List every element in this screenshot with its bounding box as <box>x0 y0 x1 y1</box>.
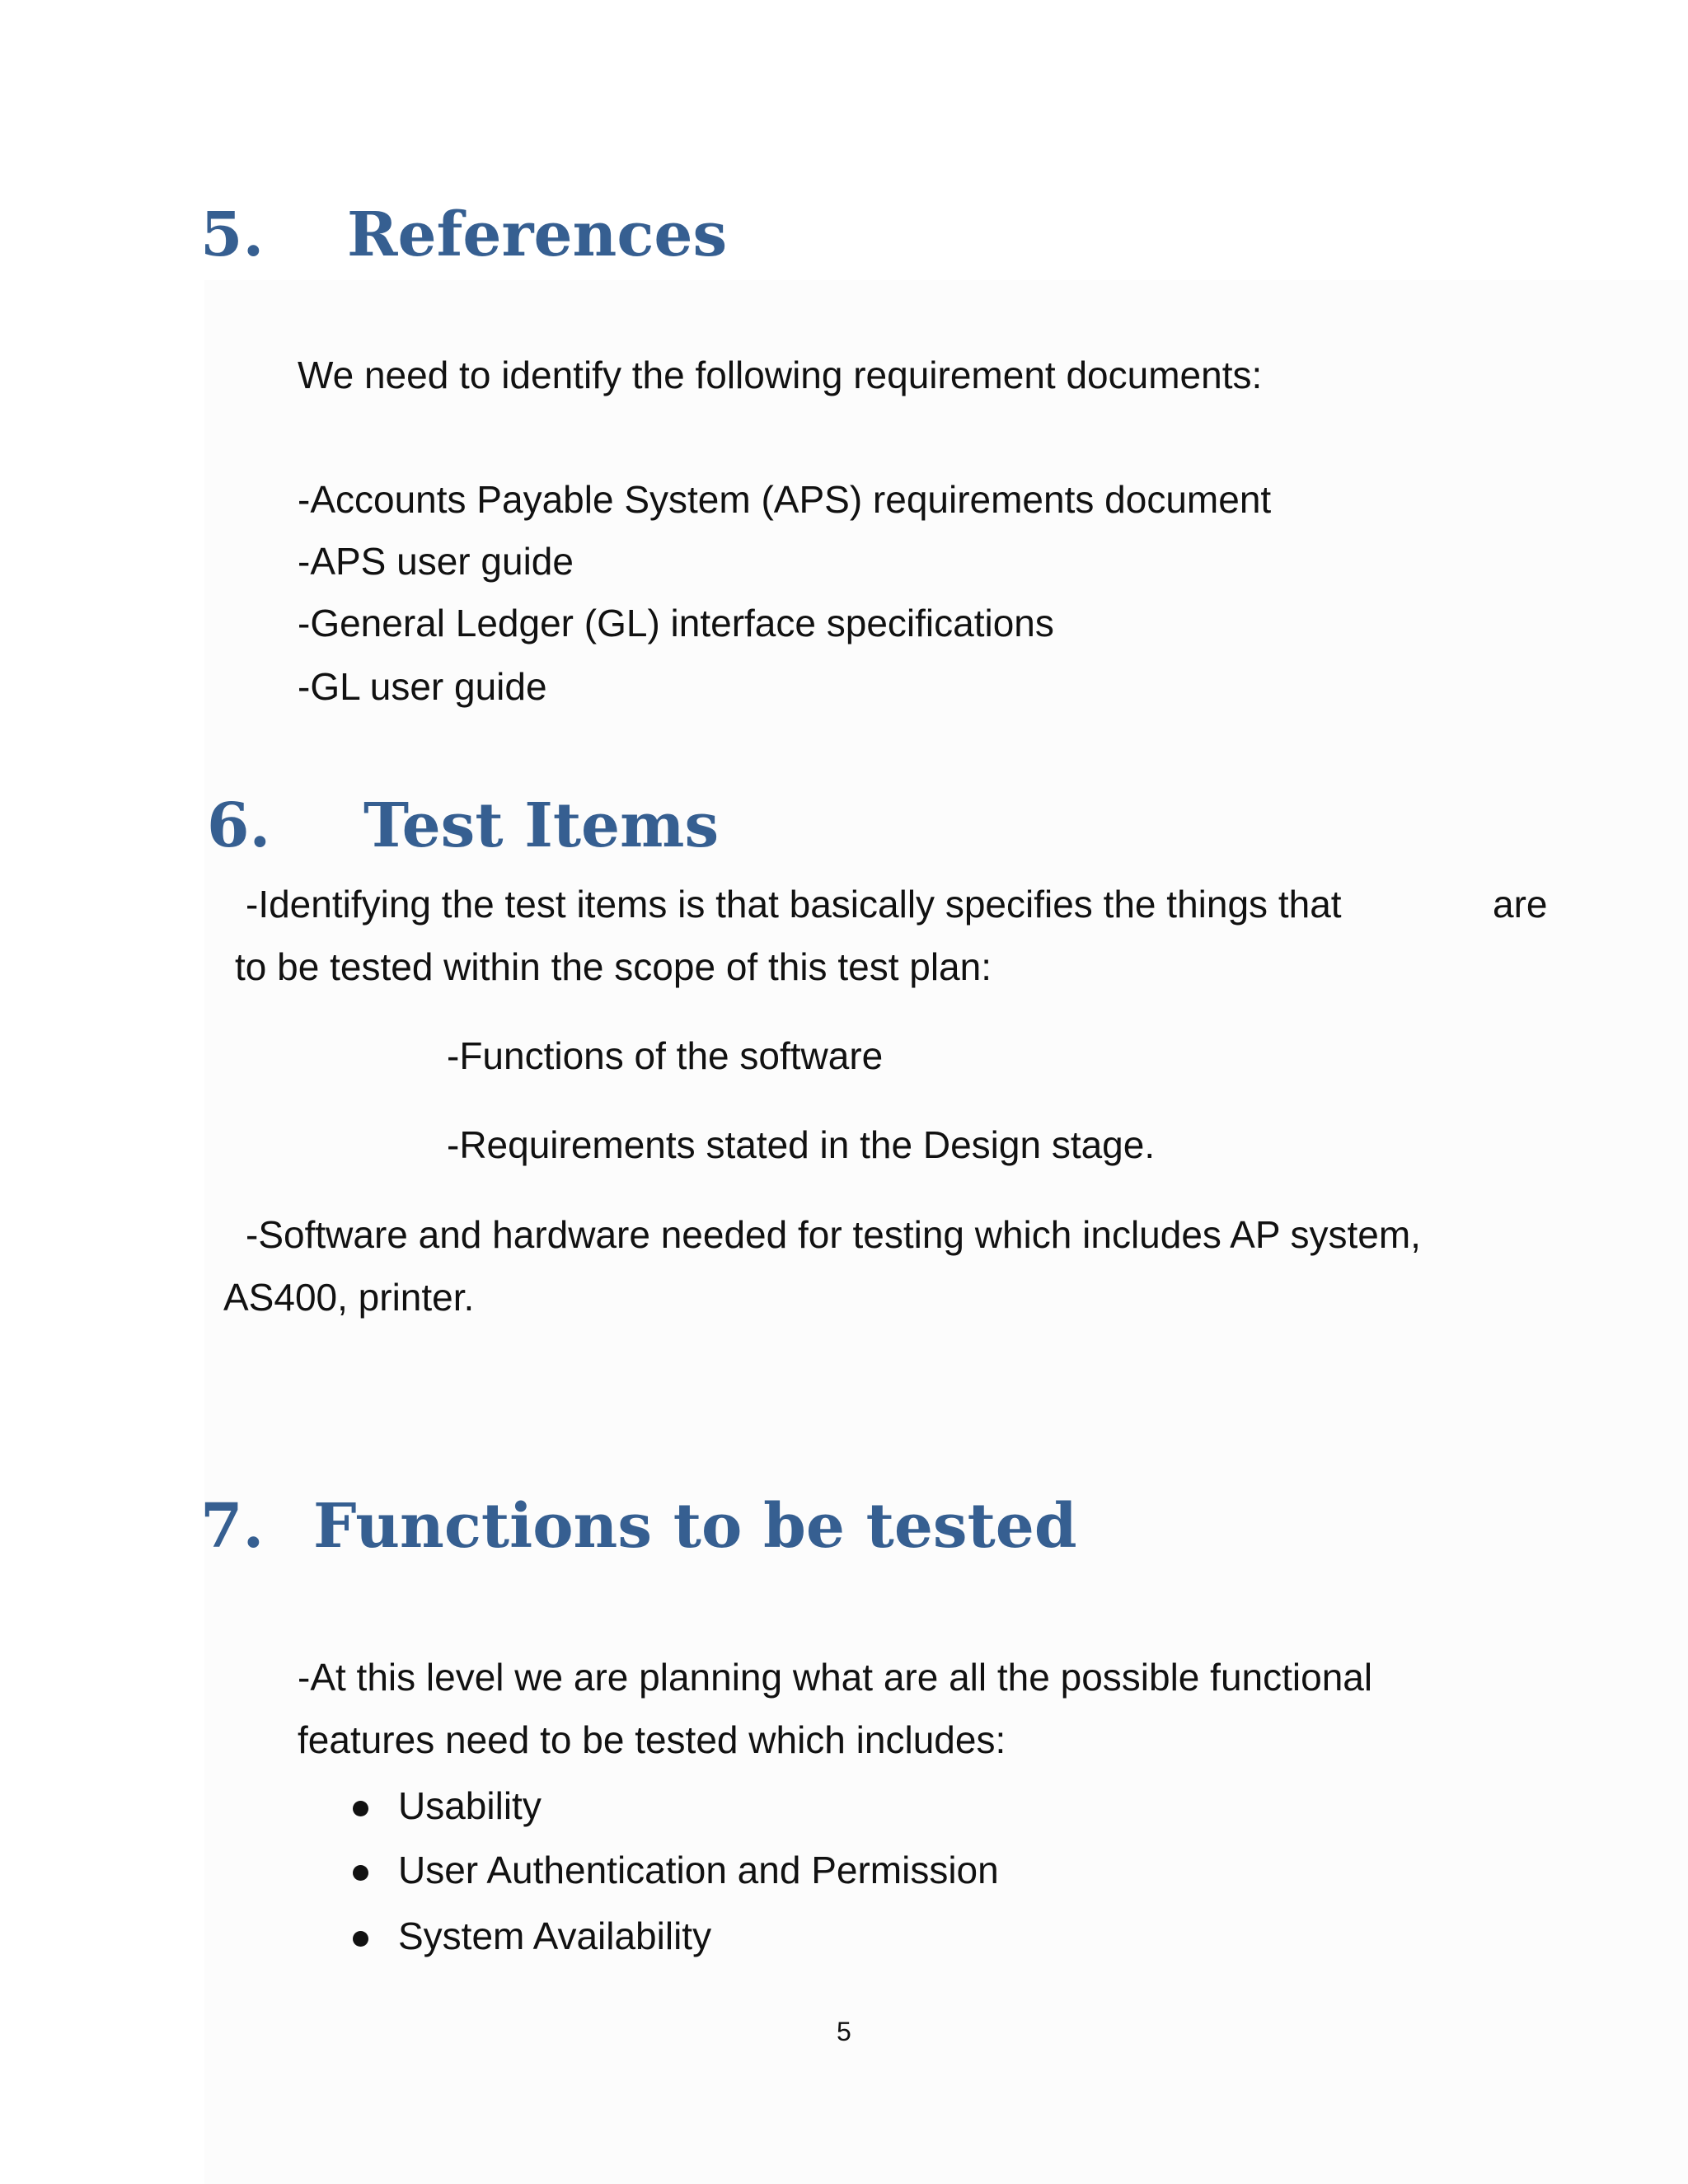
bullet-item: System Availability <box>398 1915 712 1957</box>
bullet-item: Usability <box>398 1784 542 1827</box>
references-intro: We need to identify the following requirement documents: <box>298 354 1263 396</box>
section-6-number: 6. <box>207 790 271 861</box>
section-5-title: References <box>347 199 728 270</box>
bullet-icon <box>353 1801 368 1816</box>
test-item: -Requirements stated in the Design stage. <box>447 1123 1156 1166</box>
test-items-paragraph-line: AS400, printer. <box>223 1276 475 1319</box>
section-7-title: Functions to be tested <box>313 1491 1077 1562</box>
test-items-paragraph-line: -Software and hardware needed for testing which includes AP system, <box>246 1213 1421 1256</box>
functions-paragraph-line: features need to be tested which includes: <box>298 1718 1006 1761</box>
reference-item: -APS user guide <box>298 540 574 583</box>
reference-item: -GL user guide <box>298 665 547 708</box>
section-5-number: 5. <box>200 199 265 270</box>
functions-paragraph-line: -At this level we are planning what are all the possible functional <box>298 1656 1373 1699</box>
bullet-icon <box>353 1931 368 1947</box>
section-6-title: Test Items <box>363 790 720 861</box>
bullet-item: User Authentication and Permission <box>398 1849 999 1891</box>
test-item: -Functions of the software <box>447 1034 884 1077</box>
page-number: 5 <box>837 2017 851 2046</box>
reference-item: -General Ledger (GL) interface specifications <box>298 602 1054 644</box>
test-items-paragraph-line-tail: are <box>1493 883 1548 926</box>
reference-item: -Accounts Payable System (APS) requirements document <box>298 478 1272 521</box>
test-items-paragraph-line: to be tested within the scope of this test plan: <box>235 945 992 988</box>
section-7-number: 7. <box>200 1491 265 1562</box>
test-items-paragraph-line: -Identifying the test items is that basically specifies the things that <box>246 883 1342 926</box>
bullet-icon <box>353 1865 368 1881</box>
